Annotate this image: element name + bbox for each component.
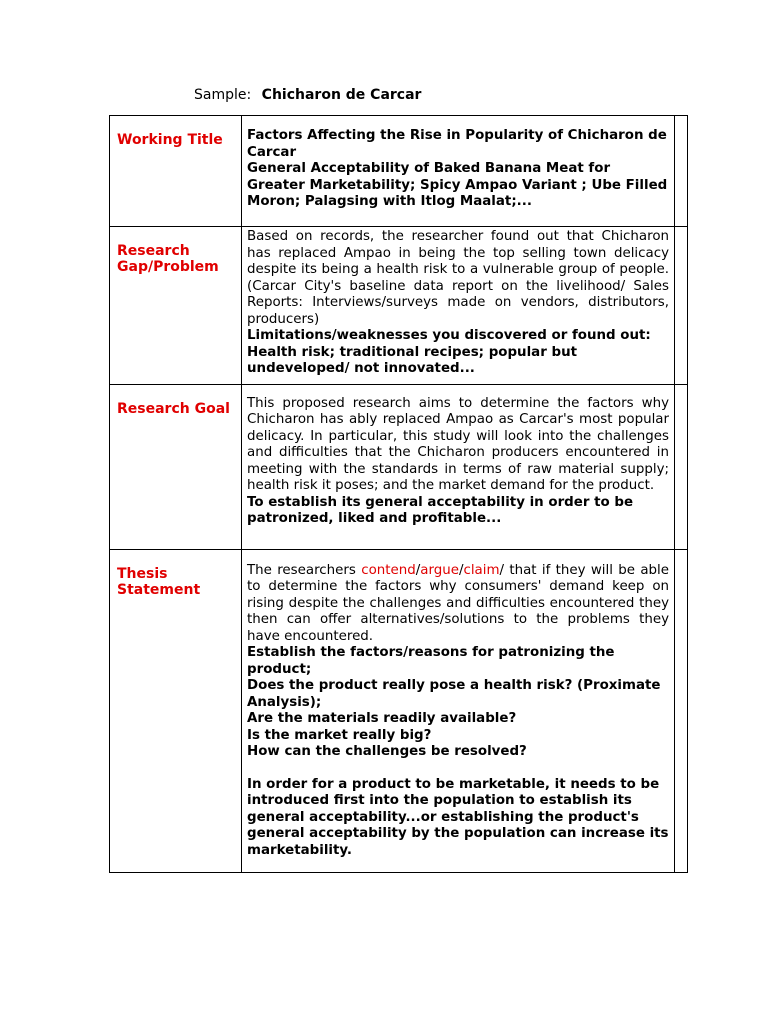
research-goal-content	[242, 384, 675, 549]
thesis-intro-before: The researchers	[247, 562, 362, 578]
table-row-working-title	[110, 116, 688, 227]
spacer	[247, 761, 669, 777]
research-goal-note: To establish its general acceptability in order to be patronized, liked and profitable...	[247, 494, 634, 526]
research-gap-body: Based on records, the researcher found out that Chicharon has replaced Ampao in being the top selling town delicacy despite its being a health risk to a vulnerable group of people. (Carcar City's baseline data report on the livelihood/ Sales Reports: Interviews/surveys made on vendors, distributors, producers)	[247, 229, 669, 327]
research-goal-label: Research Goal	[110, 384, 242, 549]
slash-1: /	[415, 562, 421, 578]
thesis-statement-content	[242, 549, 675, 872]
thesis-conclusion: In order for a product to be marketable, it needs to be introduced first into the population to establish its general acceptability...or establishing the product's general acceptability by the population can increase its marketability.	[247, 776, 669, 858]
research-goal-body: This proposed research aims to determine the factors why Chicharon has ably replaced Ampao as Carcar's most popular delicacy. In particular, this study will look into the challenges and difficulties that the Chicharon producers encountered in meeting with the standards in terms of raw material supply; health risk it poses; and the market demand for the product.	[247, 395, 669, 493]
research-table	[109, 115, 688, 873]
thesis-point: How can the challenges be resolved?	[247, 744, 527, 759]
word-argue: argue	[420, 562, 459, 578]
sample-label: Sample:	[194, 87, 252, 103]
word-claim: claim	[463, 562, 500, 578]
page-title	[194, 87, 421, 103]
table-row-research-gap	[110, 227, 688, 385]
extra-column-cell	[675, 116, 688, 227]
extra-column-cell	[675, 549, 688, 872]
thesis-point: Establish the factors/reasons for patronizing the product;	[247, 645, 615, 677]
research-gap-note: Limitations/weaknesses you discovered or found out: Health risk; traditional recipes; popular but undeveloped/ not innovated...	[247, 328, 651, 376]
working-title-text: Factors Affecting the Rise in Popularity of Chicharon de Carcar	[247, 128, 667, 160]
table-row-research-goal	[110, 384, 688, 549]
thesis-point: Is the market really big?	[247, 727, 432, 743]
word-contend: contend	[361, 562, 416, 578]
working-title-variants: General Acceptability of Baked Banana Meat for Greater Marketability; Spicy Ampao Variant ; Ube Filled Moron; Palagsing with Itlog Maalat;...	[247, 161, 668, 209]
working-title-content	[242, 116, 675, 227]
thesis-point: Does the product really pose a health risk? (Proximate Analysis);	[247, 678, 661, 710]
working-title-label: Working Title	[110, 116, 242, 227]
sample-title: Chicharon de Carcar	[261, 87, 422, 103]
research-gap-label: Research Gap/Problem	[110, 227, 242, 385]
extra-column-cell	[675, 227, 688, 385]
thesis-statement-label: Thesis Statement	[110, 549, 242, 872]
slash-2: /	[458, 562, 464, 578]
thesis-point: Are the materials readily available?	[247, 711, 517, 726]
thesis-intro-after: / that if they will be able to determine the factors why consumers' demand keep on rising despite the challenges and difficulties encountered they then can offer alternatives/solutions to the problems they have encountered.	[247, 562, 669, 644]
research-gap-content	[242, 227, 675, 385]
thesis-intro	[247, 563, 669, 646]
table-row-thesis-statement	[110, 549, 688, 872]
extra-column-cell	[675, 384, 688, 549]
